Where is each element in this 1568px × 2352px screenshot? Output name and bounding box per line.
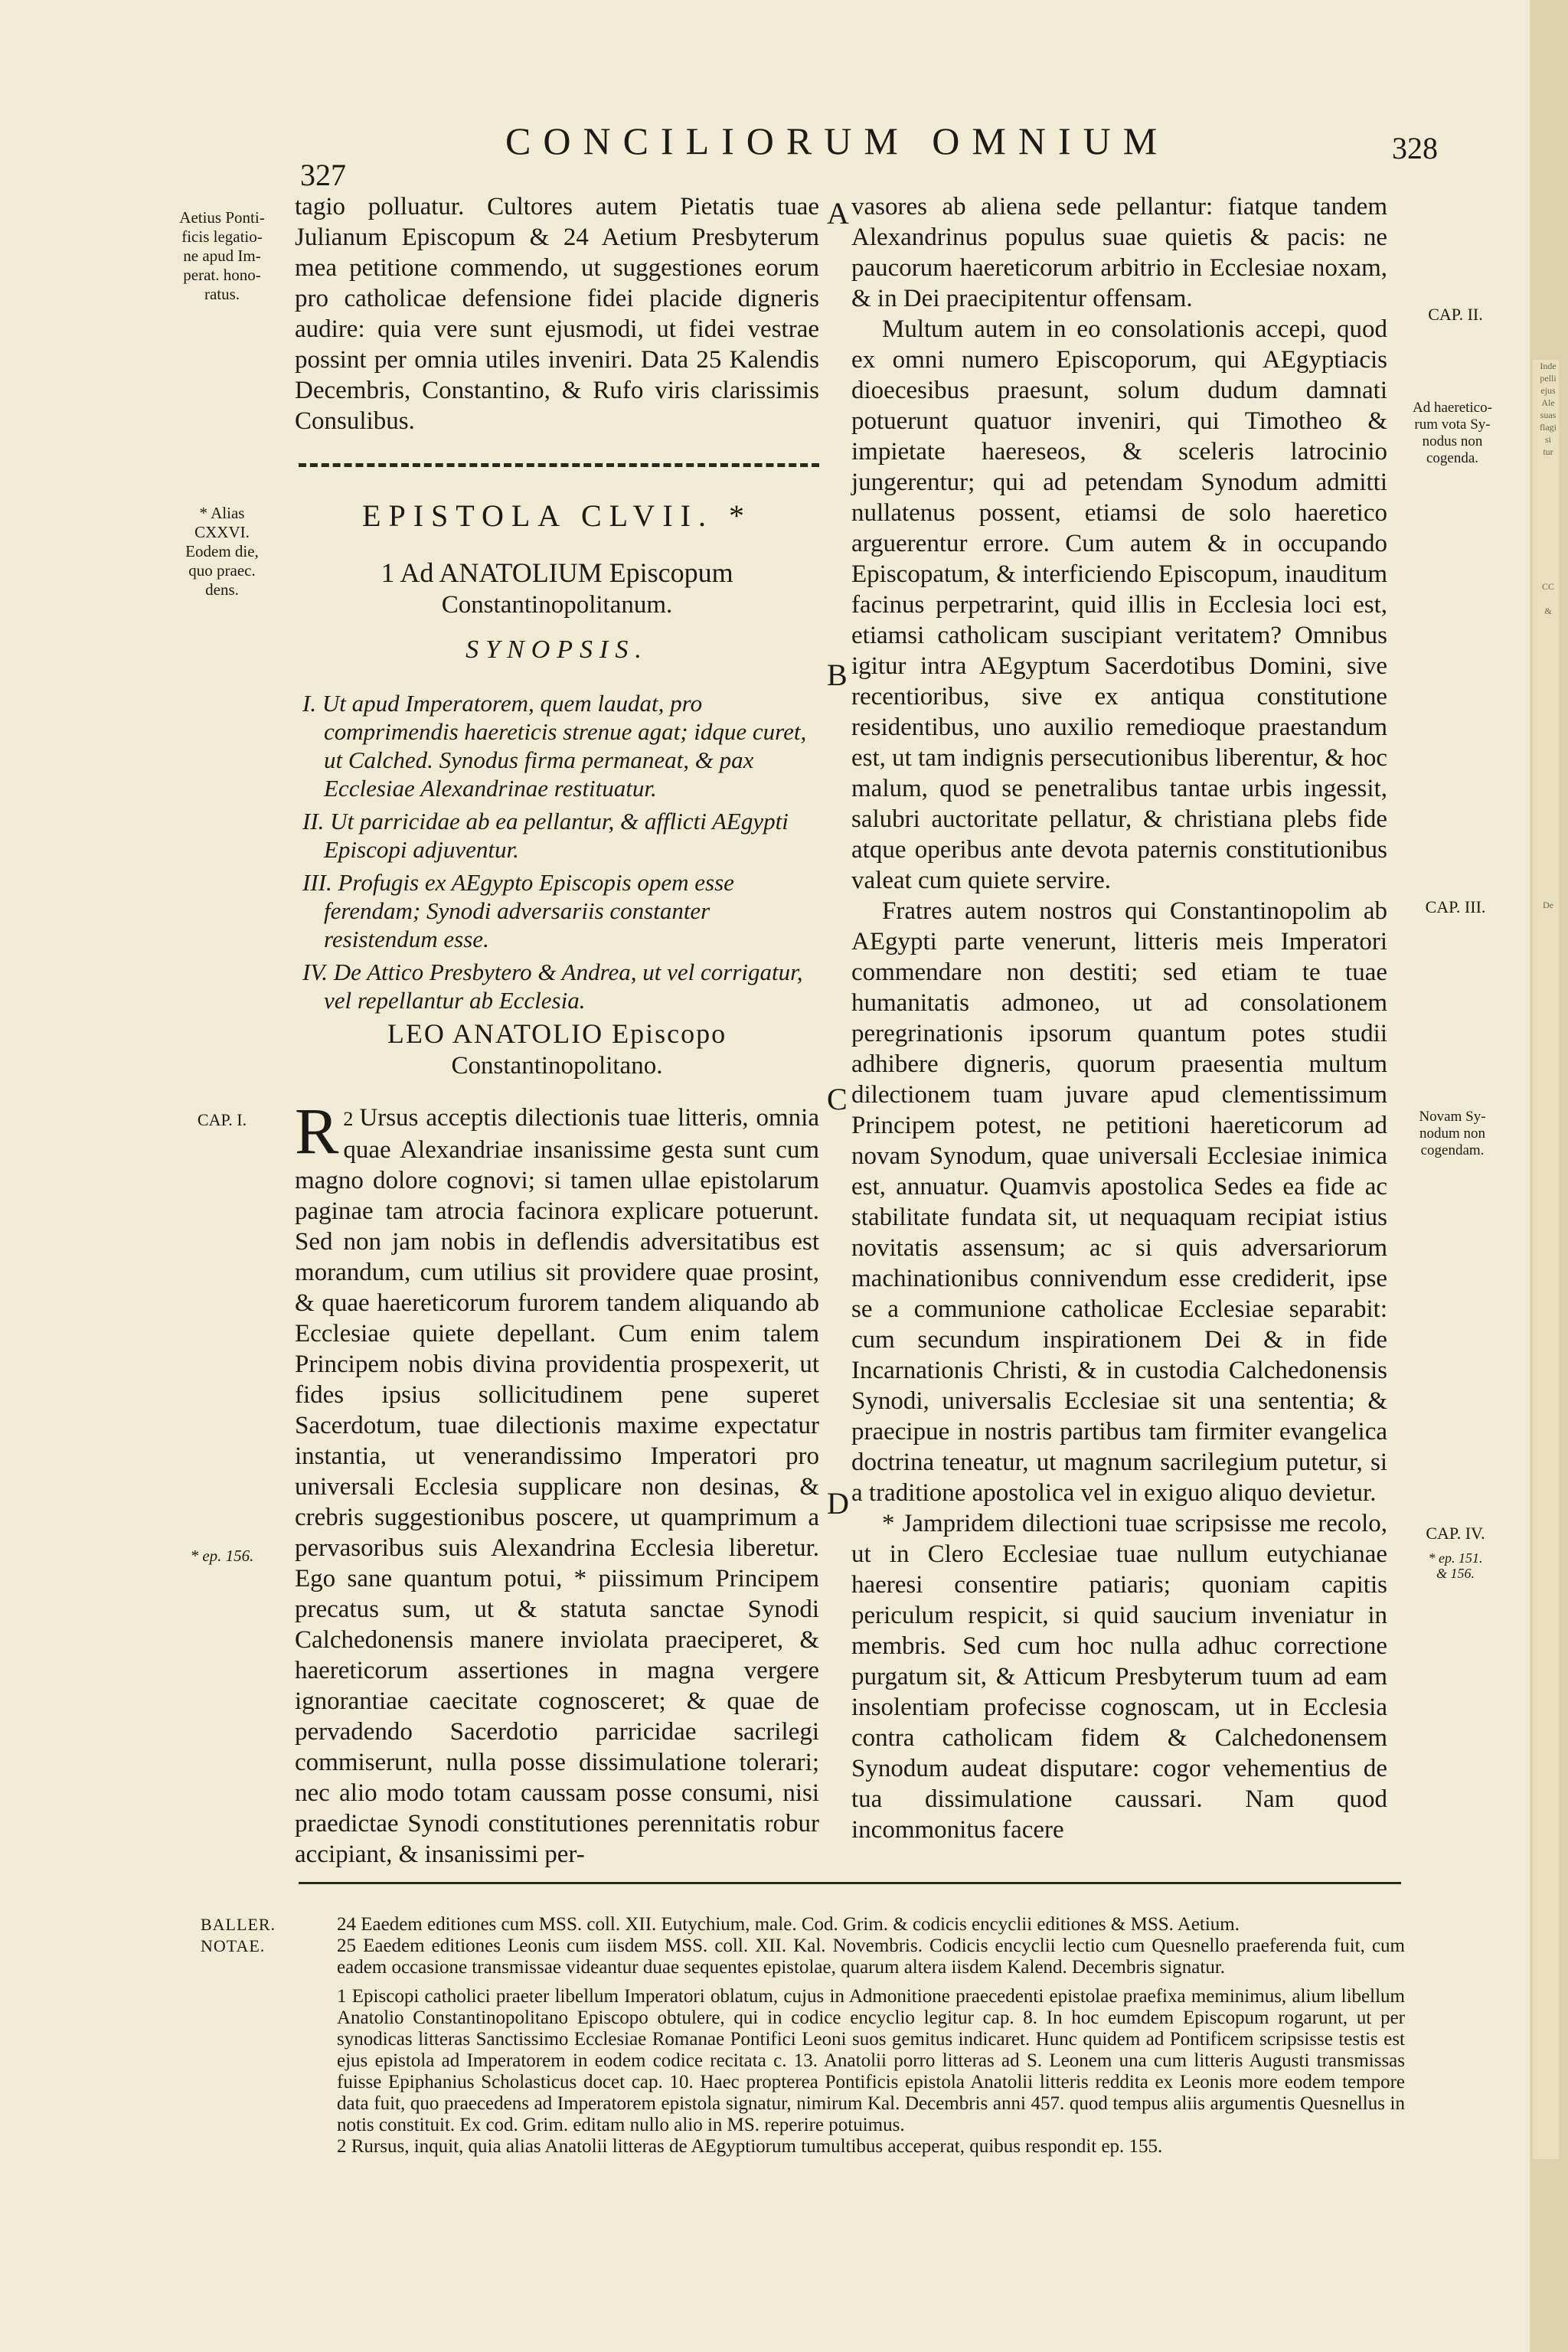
footnote: 24 Eaedem editiones cum MSS. coll. XII. Eutychium, male. Cod. Grim. & codicis encyclii editiones & MSS. Aetium. xyxy=(337,1914,1240,1935)
synopsis-title: SYNOPSIS. xyxy=(466,635,648,664)
footnotes xyxy=(337,1914,1405,2158)
notes-label: BALLER. NOTAE. xyxy=(201,1915,276,1955)
synopsis-item: I. Ut apud Imperatorem, quem laudat, pro comprimendis haereticis strenue agat; idque curet, ut Calched. Synodus firma permaneat, & pax Ecclesiae Alexandrinae restituatur. xyxy=(302,690,807,802)
salutation-city: Constantinopolitano. xyxy=(451,1052,663,1080)
synopsis-item: III. Profugis ex AEgypto Episcopis opem esse ferendam; Synodi adversariis constanter resistendum esse. xyxy=(302,869,734,952)
page-number-left: 327 xyxy=(300,158,346,192)
right-paragraph: Fratres autem nostros qui Constantinopolim ab AEgypti parte venerunt, litteris meis Imperatori commendare non destiti; sed etiam te tuae humanitatis admoneo, ut ad consolationem peregrinationis ipsorum quantum potes studii adhibere digneris, quorum praesentia multum dilectionem tuam juvare apud clementissimum Principem potest, ne petitioni haereticorum ad novam Synodum, quae universali Ecclesiae inimica est, annuatur. Quamvis apostolica Sedes ea fide ac stabilitate fundata sit, ut nequaquam recipiat istius novitatis assensum; ac si quis adversariorum machinationibus connivendum esse crediderit, ipse se a communione catholicae Ecclesiae separabit: cum secundum inspirationem Dei & in fide Incarnationis Christi, & in custodia Calchedonensis Synodi, universalis Ecclesiae sit una sententia; & praecipue in nostris partibus tam firmiter evangelica doctrina teneatur, ut magnum sacrilegium putetur, si a traditione apostolica vel in exiguo aliquo devietur. xyxy=(851,897,1387,1507)
left-column xyxy=(295,191,819,436)
ad-anatolium-line: 1 Ad ANATOLIUM Episcopum xyxy=(381,557,733,588)
note-reference: 2 xyxy=(343,1108,354,1130)
notes-divider xyxy=(299,1882,1401,1884)
drop-cap: R xyxy=(295,1094,339,1168)
synopsis-item: IV. De Attico Presbytero & Andrea, ut vel corrigatur, vel repellantur ab Ecclesia. xyxy=(302,959,803,1014)
margin-note-aetius: Aetius Ponti- ficis legatio- ne apud Im- perat. hono- ratus. xyxy=(179,208,265,303)
margin-note-cap-2: CAP. II. xyxy=(1428,305,1483,324)
right-paragraph: * Jampridem dilectioni tuae scripsisse me recolo, ut in Clero Ecclesiae tuae nullum eutychianae haeresi consentire patiaris; quoniam capitis periculum respicit, si quid saucium inveniatur in membris. Sed cum hoc nulla adhuc correctione purgatum sit, & Atticum Presbyterum tuum ad eam insolentiam profecisse cognoscam, ut in Ecclesia contra catholicam fidem & Calchedonensem Synodum audeat disputare: cogor vehementius de tua dissimulatione caussari. Nam quod incommonitus facere xyxy=(851,1510,1387,1844)
ad-anatolium-city: Constantinopolitanum. xyxy=(441,591,673,619)
margin-note-ep-156: * ep. 156. xyxy=(190,1547,254,1565)
running-title: CONCILIORUM OMNIUM xyxy=(505,119,1170,162)
letter-body-text: Ursus acceptis dilectionis tuae litteris, omnia quae Alexandriae insanissime gesta sunt cum magno dolore cognovi; si tamen ullae epistolarum paginae tam atrocia facinora explicare potuerunt. Sed non jam nobis in deflendis adversitatibus est morandum, cum utilius sit providere quae prosint, & quae haereticorum furorem tandem aliquando ab Ecclesiae quiete depellant. Cum enim talem Principem nobis divina providentia prospexerit, ut fides ipsius sollicitudinem pene superet Sacerdotum, tuae dilectionis maxime expectatur instantia, ut venerandissimo Imperatori pro universali Ecclesia supplicare non desinas, & crebris suggestionibus poscere, ut quamprimum a pervasoribus suis Alexandrina Ecclesia liberetur. Ego sane quantum potui, * piissimum Principem precatus sum, ut & statuta sanctae Synodi Calchedonensis manere inviolata praeciperet, & haereticorum assertiones in magna vergere ignorantiae caecitate cognosceret; & quae de pervadendo Sacerdotio parricidae sacrilegi commiserunt, nulla posse dissimulatione tolerari; nec alio modo totam caussam posse consumi, nisi praedictae Synodi constitutiones perennitatis robur accipiant, & insanissimi per- xyxy=(295,1104,819,1868)
section-letter-b: B xyxy=(827,658,848,692)
right-paragraph: vasores ab aliena sede pellantur: fiatque tandem Alexandrinus populus suae quietis & pacis: ne paucorum haereticorum arbitrio in Ecclesiae noxam, & in Dei praecipitentur offensam. xyxy=(851,193,1387,312)
margin-note-novam: Novam Sy- nodum non cogendam. xyxy=(1419,1109,1486,1158)
adjacent-page-text: Inde pelli ejus Ale suas flagi si tur CC & De xyxy=(1540,361,1557,910)
margin-note-cap-1: CAP. I. xyxy=(197,1110,247,1129)
footnote: 25 Eaedem editiones Leonis cum iisdem MSS. coll. XII. Kal. Novembris. Codicis encyclii lectio cum Quesnello praeferenda fuit, cum eadem occasione transmissae videantur duae sequentes epistolae, quarum altera iisdem Kalend. Decembris signatur. xyxy=(337,1936,1405,1978)
left-intro-paragraph: tagio polluatur. Cultores autem Pietatis tuae Julianum Episcopum & 24 Aetium Presbyterum mea petitione commendo, ut suggestiones eorum pro catholicae defensione fidei placide digneris audire: quia vere sunt ejusmodi, ut fidei vestrae possint per omnia utiles inveniri. Data 25 Kalendis Decembris, Constantino, & Rufo viris clarissimis Consulibus. xyxy=(295,193,819,435)
footnote: 2 Rursus, inquit, quia alias Anatolii litteras de AEgyptiorum tumultibus acceperat, quibus respondit ep. 155. xyxy=(337,2136,1163,2157)
margin-note-cap-4: CAP. IV. xyxy=(1426,1524,1485,1543)
margin-note-haeretico: Ad haeretico- rum vota Sy- nodus non cogenda. xyxy=(1413,400,1492,466)
page-number-right: 328 xyxy=(1392,131,1438,165)
section-letter-c: C xyxy=(827,1082,848,1116)
section-letter-a: A xyxy=(827,196,849,230)
salutation-heading: LEO ANATOLIO Episcopo xyxy=(387,1018,727,1049)
epistola-heading: EPISTOLA CLVII. * xyxy=(362,498,752,533)
synopsis-list xyxy=(302,689,819,1019)
margin-note-alias: * Alias CXXVI. Eodem die, quo praec. dens. xyxy=(185,504,259,599)
section-letter-d: D xyxy=(827,1486,849,1521)
margin-note-cap-3: CAP. III. xyxy=(1425,897,1486,916)
right-column xyxy=(851,191,1387,1845)
footnote: 1 Episcopi catholici praeter libellum Imperatori oblatum, cujus in Admonitione praecedenti epistolae praefixa meminimus, alium libellum Anatolio Constantinopolitano Episcopo obtulere, qui in codice encyclio legitur cap. 8. In hoc eumdem Episcopum rogarunt, ut per synodicas litteras Sanctissimo Ecclesiae Romanae Pontifici Leoni suos gemitus indicaret. Hunc quidem ad Pontificem scripsisse testis est ejus epistola ad Imperatorem in eodem codice recitata c. 13. Anatolii porro litteras ad S. Leonem una cum litteris Augusti transmissas fuisse Epiphanius Scholasticus docet cap. 10. Haec propterea Pontificis epistola Anatolii litteris reddita ex Leonis more eodem tempore data fuit, quo praecedens ad Imperatorem epistola signatur, nimirum Kal. Decembris anni 457. quod tempus aliis argumentis Quesnellus in notis constituit. Ex cod. Grim. editam nullo alio in MS. reperire potuimus. xyxy=(337,1986,1405,2135)
synopsis-item: II. Ut parricidae ab ea pellantur, & afflicti AEgypti Episcopi adjuventur. xyxy=(302,808,789,863)
section-divider xyxy=(299,463,819,467)
right-paragraph: Multum autem in eo consolationis accepi, quod ex omni numero Episcoporum, qui AEgyptiacis dioecesibus praesunt, solum dudum damnati potuerunt quatuor inveniri, qui Timotheo & impietate haereseos, & sceleris latrocinio jungerentur; qui ad petendam Synodum admitti nullatenus possent, etiamsi de solo haeretico arguerentur errore. Cum autem & in occupando Episcopatum, & interficiendo Episcopum, inauditum facinus perpetrarint, quid illis in Ecclesia loci est, etiamsi catholicam suscipiant veritatem? Omnibus igitur intra AEgyptum Sacerdotibus Domini, sive recentioribus, sive ex antiqua constitutione residentibus, uno auxilio remedioque praestandum est, ut tam indignis persecutionibus liberentur, & hoc malum, quod se penetralibus tantae urbis ingessit, salubri auctoritate pellatur, & christiana plebs fide atque operibus ante devota paternis constitutionibus valeat cum quiete servire. xyxy=(851,315,1387,894)
margin-note-ep-151: * ep. 151. & 156. xyxy=(1428,1550,1483,1581)
letter-body xyxy=(295,1094,819,1870)
